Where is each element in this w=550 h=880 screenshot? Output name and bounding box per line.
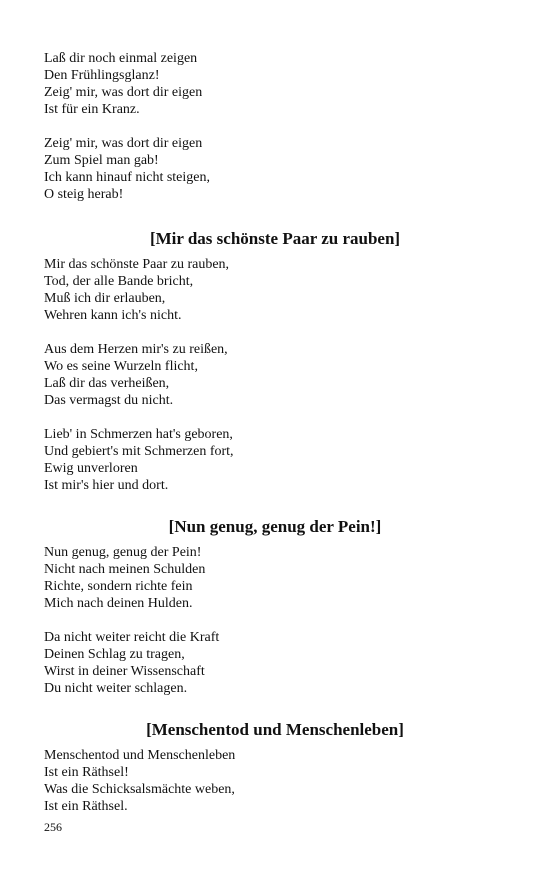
verse-line: Was die Schicksalsmächte weben, bbox=[44, 782, 235, 797]
verse-line: Nicht nach meinen Schulden bbox=[44, 562, 206, 577]
verse-line: Menschentod und Menschenleben bbox=[44, 748, 236, 763]
poem-title: [Nun genug, genug der Pein!] bbox=[168, 517, 382, 536]
stanza bbox=[44, 426, 506, 494]
verse-line: Laß dir noch einmal zeigen bbox=[44, 51, 198, 66]
poem-continuation bbox=[44, 50, 506, 203]
stanza bbox=[44, 629, 506, 697]
verse-line: Ist für ein Kranz. bbox=[44, 102, 140, 117]
verse-line: Und gebiert's mit Schmerzen fort, bbox=[44, 444, 234, 459]
verse-line: Tod, der alle Bande bricht, bbox=[44, 274, 194, 289]
verse-line: Wo es seine Wurzeln flicht, bbox=[44, 359, 198, 374]
poem bbox=[44, 229, 506, 494]
stanza bbox=[44, 256, 506, 324]
verse-line: Ist ein Räthsel! bbox=[44, 765, 129, 780]
verse-line: Ich kann hinauf nicht steigen, bbox=[44, 170, 211, 185]
verse-line: Wehren kann ich's nicht. bbox=[44, 308, 182, 323]
verse-line: Wirst in deiner Wissenschaft bbox=[44, 664, 205, 679]
verse-line: Muß ich dir erlauben, bbox=[44, 291, 166, 306]
stanza bbox=[44, 544, 506, 612]
verse-line: Laß dir das verheißen, bbox=[44, 376, 170, 391]
verse-line: Das vermagst du nicht. bbox=[44, 393, 174, 408]
poem bbox=[44, 720, 506, 815]
verse-line: Ewig unverloren bbox=[44, 461, 138, 476]
verse-line: Zeig' mir, was dort dir eigen bbox=[44, 85, 203, 100]
verse-line: Den Frühlingsglanz! bbox=[44, 68, 160, 83]
poem bbox=[44, 517, 506, 697]
verse-line: Ist ein Räthsel. bbox=[44, 799, 128, 814]
verse-line: Deinen Schlag zu tragen, bbox=[44, 647, 185, 662]
verse-line: Mir das schönste Paar zu rauben, bbox=[44, 257, 230, 272]
verse-line: Du nicht weiter schlagen. bbox=[44, 681, 188, 696]
poem-title: [Mir das schönste Paar zu rauben] bbox=[149, 229, 401, 248]
stanza bbox=[44, 341, 506, 409]
page-content bbox=[44, 50, 506, 815]
stanza bbox=[44, 50, 506, 118]
stanza bbox=[44, 135, 506, 203]
stanza bbox=[44, 747, 506, 815]
verse-line: Aus dem Herzen mir's zu reißen, bbox=[44, 342, 228, 357]
verse-line: Ist mir's hier und dort. bbox=[44, 478, 169, 493]
verse-line: Richte, sondern richte fein bbox=[44, 579, 193, 594]
verse-line: Nun genug, genug der Pein! bbox=[44, 545, 202, 560]
page-number: 256 bbox=[44, 820, 62, 834]
verse-line: O steig herab! bbox=[44, 187, 124, 202]
poem-title: [Menschentod und Menschenleben] bbox=[146, 720, 404, 739]
verse-line: Mich nach deinen Hulden. bbox=[44, 596, 193, 611]
verse-line: Zeig' mir, was dort dir eigen bbox=[44, 136, 203, 151]
verse-line: Da nicht weiter reicht die Kraft bbox=[44, 630, 220, 645]
verse-line: Lieb' in Schmerzen hat's geboren, bbox=[44, 427, 233, 442]
verse-line: Zum Spiel man gab! bbox=[44, 153, 159, 168]
